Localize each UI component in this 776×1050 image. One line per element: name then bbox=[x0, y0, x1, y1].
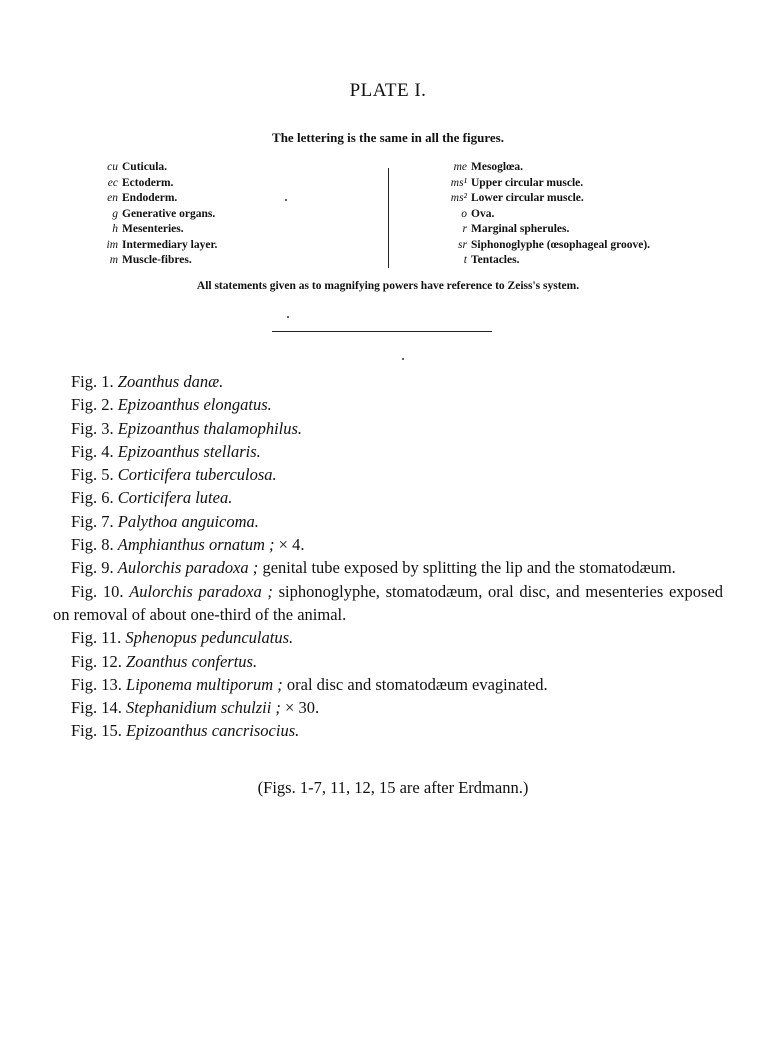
legend-entry bbox=[96, 160, 217, 176]
species-name: Corticifera tuberculosa. bbox=[117, 465, 277, 485]
legend-abbreviation: ms¹ bbox=[450, 176, 467, 189]
magnification-note: All statements given as to magnifying powers have reference to Zeiss's system. bbox=[196, 280, 580, 292]
legend-abbreviation: ms² bbox=[450, 192, 467, 204]
figure-number: Fig. 13. bbox=[71, 674, 122, 694]
lettering-note: The lettering is the same in all the figures. bbox=[272, 130, 504, 145]
species-name: Epizoanthus thalamophilus. bbox=[117, 418, 303, 438]
figure-caption bbox=[53, 440, 723, 463]
figure-number: Fig. 10. bbox=[71, 581, 124, 601]
figure-caption bbox=[53, 370, 723, 393]
section-rule bbox=[272, 331, 492, 332]
legend-abbreviation: ec bbox=[107, 176, 118, 189]
figure-number: Fig. 1. bbox=[71, 372, 114, 391]
legend-abbreviation: me bbox=[453, 161, 467, 173]
species-name: Epizoanthus elongatus. bbox=[117, 395, 272, 415]
legend-entry bbox=[437, 160, 650, 176]
species-name: Zoanthus confertus. bbox=[126, 651, 258, 671]
figure-number: Fig. 5. bbox=[71, 465, 114, 485]
figure-number: Fig. 11. bbox=[71, 628, 122, 648]
figure-caption bbox=[53, 580, 723, 627]
legend-entry bbox=[437, 222, 650, 238]
figure-caption bbox=[53, 650, 723, 673]
legend-abbreviation: g bbox=[112, 207, 118, 220]
legend-label: Endoderm. bbox=[122, 192, 178, 204]
legend-abbreviation: en bbox=[107, 192, 118, 204]
species-name: Corticifera lutea. bbox=[117, 488, 233, 508]
figure-caption bbox=[53, 673, 723, 696]
legend-entry bbox=[96, 176, 217, 192]
legend-abbreviation: t bbox=[463, 254, 467, 266]
legend-label: Mesenteries. bbox=[122, 223, 184, 235]
plate-title: PLATE I. bbox=[349, 80, 427, 101]
species-name: Liponema multiporum ; bbox=[126, 674, 283, 694]
species-name: Epizoanthus cancrisocius. bbox=[126, 721, 300, 741]
legend-entry bbox=[96, 191, 217, 207]
legend-entry bbox=[437, 176, 650, 192]
legend-abbreviation: cu bbox=[107, 161, 118, 173]
figure-number: Fig. 3. bbox=[71, 418, 114, 438]
legend-label: Generative organs. bbox=[122, 207, 216, 220]
figure-note: × 30. bbox=[285, 698, 320, 718]
figure-number: Fig. 7. bbox=[71, 511, 114, 531]
figure-caption bbox=[53, 719, 723, 742]
species-name: Epizoanthus stellaris. bbox=[117, 441, 261, 461]
figure-caption bbox=[53, 486, 723, 509]
legend-abbreviation: h bbox=[112, 223, 118, 235]
figure-number: Fig. 2. bbox=[71, 395, 114, 415]
species-name: Palythoa anguicoma. bbox=[117, 511, 259, 531]
figure-caption bbox=[53, 626, 723, 649]
figure-number: Fig. 14. bbox=[71, 698, 122, 718]
figure-caption bbox=[53, 393, 723, 416]
figure-caption bbox=[53, 463, 723, 486]
species-name: Sphenopus pedunculatus. bbox=[125, 628, 294, 648]
legend-abbreviation: r bbox=[462, 223, 467, 235]
legend-right-column bbox=[437, 160, 650, 269]
figure-list bbox=[53, 370, 723, 743]
figure-credit: (Figs. 1-7, 11, 12, 15 are after Erdmann.) bbox=[257, 778, 529, 797]
figure-number: Fig. 4. bbox=[71, 441, 114, 461]
legend-entry bbox=[437, 253, 650, 269]
species-name: Stephanidium schulzii ; bbox=[126, 698, 281, 718]
figure-caption bbox=[53, 696, 723, 719]
legend-label: Siphonoglyphe (œsophageal groove). bbox=[471, 238, 651, 251]
legend-entry bbox=[96, 238, 217, 254]
figure-note: × 4. bbox=[278, 535, 305, 555]
figure-caption bbox=[53, 556, 723, 579]
legend-entry bbox=[96, 222, 217, 238]
figure-note: siphonoglyphe, stomatodæum, oral disc, and mesenteries exposed on removal of about one-third of the animal. bbox=[53, 581, 724, 624]
figure-caption bbox=[53, 510, 723, 533]
figure-number: Fig. 15. bbox=[71, 721, 122, 741]
legend-entry bbox=[437, 191, 650, 207]
legend-label: Cuticula. bbox=[122, 161, 168, 173]
print-speck bbox=[285, 199, 287, 201]
legend-label: Muscle-fibres. bbox=[122, 254, 192, 266]
legend-label: Intermediary layer. bbox=[122, 238, 218, 251]
legend-abbreviation: o bbox=[461, 207, 467, 220]
legend-label: Mesoglœa. bbox=[471, 161, 524, 173]
figure-note: oral disc and stomatodæum evaginated. bbox=[286, 674, 548, 694]
legend-entry bbox=[96, 207, 217, 223]
species-name: Aulorchis paradoxa ; bbox=[129, 581, 273, 601]
species-name: Zoanthus danæ. bbox=[117, 372, 224, 391]
legend-label: Ova. bbox=[471, 207, 495, 220]
figure-number: Fig. 9. bbox=[71, 558, 114, 578]
figure-note: genital tube exposed by splitting the lip and the stomatodæum. bbox=[262, 558, 676, 578]
legend-entry bbox=[437, 238, 650, 254]
legend-divider bbox=[388, 168, 389, 268]
figure-number: Fig. 8. bbox=[71, 535, 114, 555]
legend-label: Lower circular muscle. bbox=[471, 192, 584, 204]
legend-abbreviation: m bbox=[109, 254, 118, 266]
legend-left-column bbox=[96, 160, 217, 269]
legend-entry bbox=[96, 253, 217, 269]
figure-caption bbox=[53, 533, 723, 556]
legend-abbreviation: im bbox=[106, 238, 118, 251]
species-name: Aulorchis paradoxa ; bbox=[117, 558, 259, 578]
figure-number: Fig. 12. bbox=[71, 651, 122, 671]
print-speck bbox=[402, 358, 404, 360]
legend-label: Marginal spherules. bbox=[471, 223, 570, 235]
print-speck bbox=[287, 316, 289, 318]
figure-number: Fig. 6. bbox=[71, 488, 114, 508]
legend-abbreviation: sr bbox=[458, 238, 467, 251]
legend-label: Upper circular muscle. bbox=[471, 176, 584, 189]
legend-entry bbox=[437, 207, 650, 223]
legend-label: Ectoderm. bbox=[122, 176, 174, 189]
figure-caption bbox=[53, 417, 723, 440]
legend-label: Tentacles. bbox=[471, 254, 520, 266]
species-name: Amphianthus ornatum ; bbox=[117, 535, 275, 555]
